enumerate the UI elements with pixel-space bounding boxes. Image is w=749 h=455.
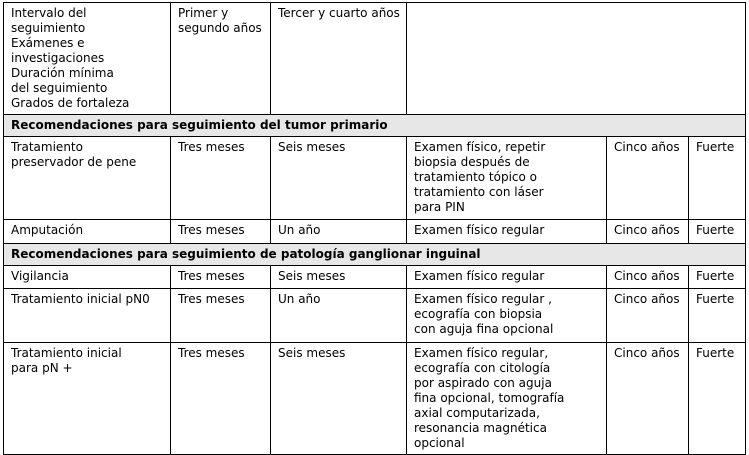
cell-exams: Examen físico regular <box>407 266 607 289</box>
cell-exams: Examen físico regular, ecografía con citología por aspirado con aguja fina opcional, tomografía axial computarizada, resonancia magnética opcional <box>407 343 607 455</box>
cell-treatment: Vigilancia <box>4 266 171 289</box>
cell-years-1-2: Tres meses <box>171 137 271 220</box>
follow-up-table <box>3 2 746 455</box>
section-title-primary-tumor: Recomendaciones para seguimiento del tumor primario <box>4 115 746 137</box>
table-row <box>4 289 746 343</box>
cell-exams: Examen físico regular <box>407 220 607 244</box>
cell-strength: Fuerte <box>689 266 746 289</box>
cell-years-3-4: Seis meses <box>271 266 407 289</box>
cell-strength: Fuerte <box>689 289 746 343</box>
cell-years-1-2: Tres meses <box>171 289 271 343</box>
cell-years-3-4: Seis meses <box>271 137 407 220</box>
header-cell-years-3-4: Tercer y cuarto años <box>271 3 407 115</box>
cell-treatment: Tratamiento inicial para pN + <box>4 343 171 455</box>
section-title-inguinal: Recomendaciones para seguimiento de patología ganglionar inguinal <box>4 244 746 266</box>
cell-duration: Cinco años <box>607 220 689 244</box>
cell-strength: Fuerte <box>689 137 746 220</box>
header-cell-years-1-2: Primer y segundo años <box>171 3 271 115</box>
cell-years-3-4: Un año <box>271 220 407 244</box>
cell-exams: Examen físico, repetir biopsia después de tratamiento tópico o tratamiento con láser para PIN <box>407 137 607 220</box>
header-row <box>4 3 746 115</box>
cell-years-3-4: Un año <box>271 289 407 343</box>
table-row <box>4 266 746 289</box>
cell-treatment: Amputación <box>4 220 171 244</box>
cell-treatment: Tratamiento preservador de pene <box>4 137 171 220</box>
cell-exams: Examen físico regular , ecografía con biopsia con aguja fina opcional <box>407 289 607 343</box>
header-cell-empty <box>407 3 746 115</box>
cell-years-1-2: Tres meses <box>171 220 271 244</box>
table-row <box>4 343 746 455</box>
header-cell-intervals: Intervalo del seguimiento Exámenes e investigaciones Duración mínima del seguimiento Grados de fortaleza <box>4 3 171 115</box>
cell-duration: Cinco años <box>607 137 689 220</box>
cell-treatment: Tratamiento inicial pN0 <box>4 289 171 343</box>
cell-years-1-2: Tres meses <box>171 343 271 455</box>
section-header-row <box>4 115 746 137</box>
cell-strength: Fuerte <box>689 220 746 244</box>
cell-strength: Fuerte <box>689 343 746 455</box>
section-header-row <box>4 244 746 266</box>
cell-years-1-2: Tres meses <box>171 266 271 289</box>
cell-years-3-4: Seis meses <box>271 343 407 455</box>
table-row <box>4 137 746 220</box>
cell-duration: Cinco años <box>607 289 689 343</box>
cell-duration: Cinco años <box>607 343 689 455</box>
table-row <box>4 220 746 244</box>
cell-duration: Cinco años <box>607 266 689 289</box>
